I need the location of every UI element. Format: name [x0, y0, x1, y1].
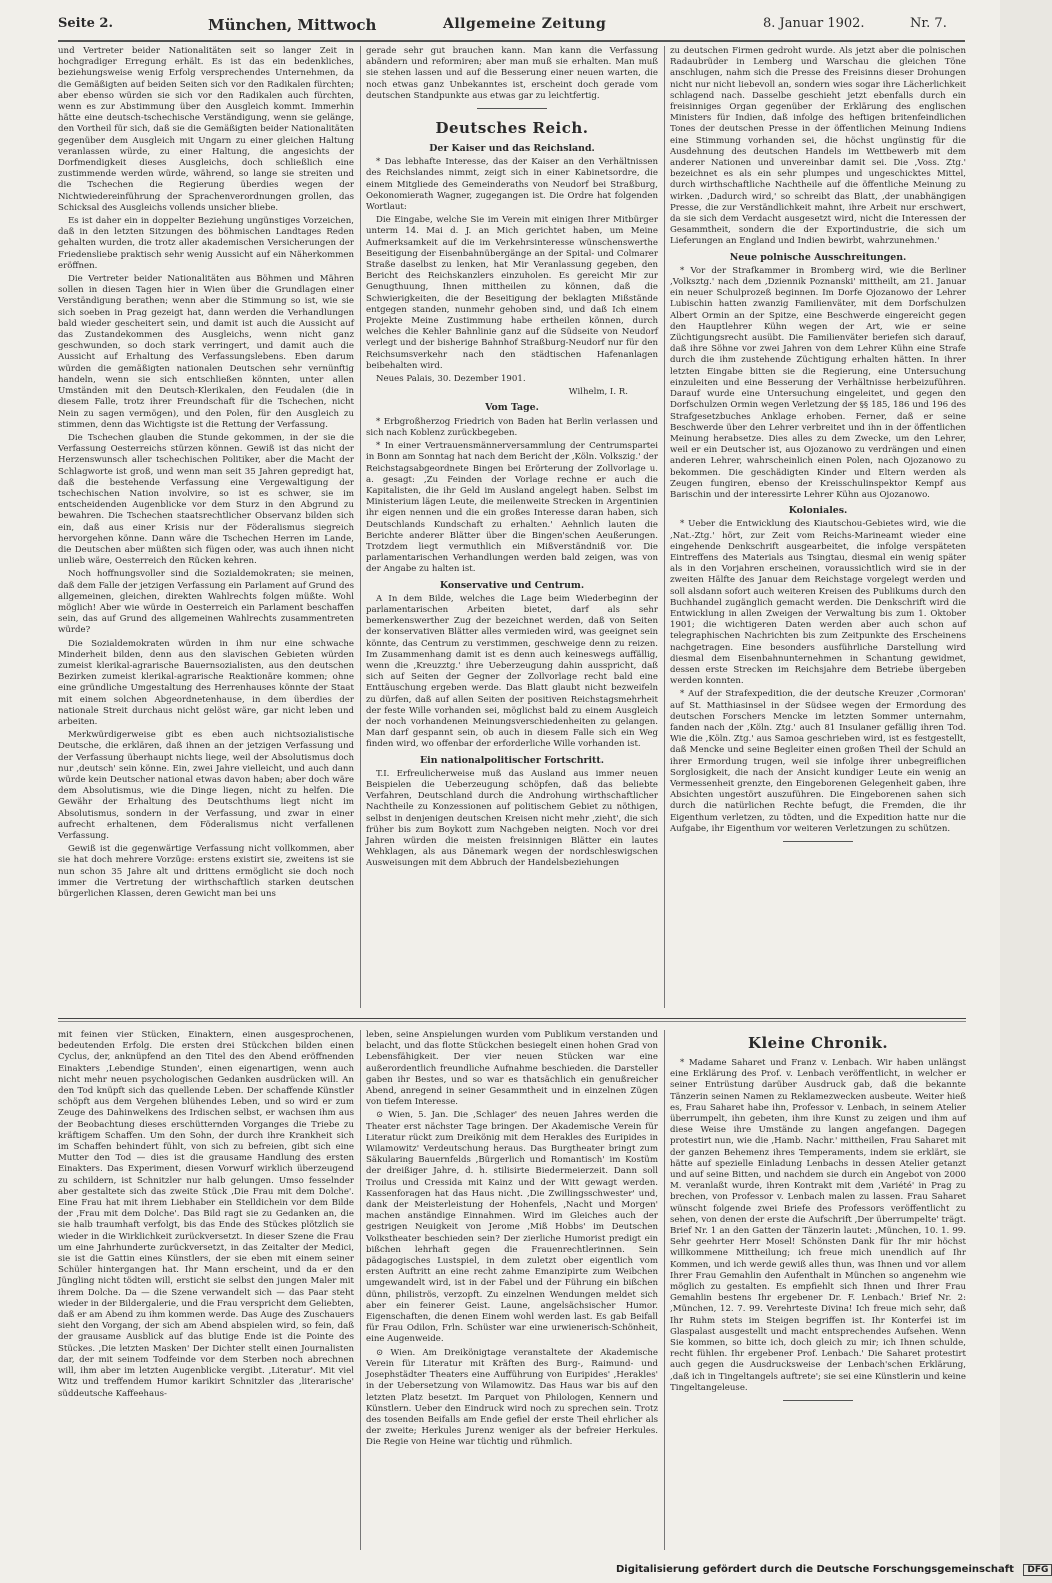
- feuilleton-divider-thin: [58, 1021, 966, 1022]
- paragraph: Noch hoffnungsvoller sind die Sozialdemokraten; sie meinen, daß dem Falle der jetzigen Verfassung ein Parlament auf Grund des allgemeinen, gleichen, direkten Wahlrechts folgen müßte. Wohl möglich! Aber wie würde in Oesterreich ein Parlament beschaffen sein, das auf Grund des allgemeinen Wahlrechts zusammentreten würde?: [58, 569, 354, 636]
- paragraph: * Erbgroßherzog Friedrich von Baden hat Berlin verlassen und sich nach Koblenz zurückbegeben.: [366, 416, 658, 438]
- separator: [477, 108, 547, 109]
- section-title-kleine-chronik: Kleine Chronik.: [747, 1034, 889, 1052]
- article-heading: Neue polnische Ausschreitungen.: [729, 251, 907, 263]
- footer-text: Digitalisierung gefördert durch die Deutsche Forschungsgemeinschaft: [616, 1564, 1014, 1575]
- separator: [783, 841, 853, 842]
- column-divider: [664, 46, 665, 1008]
- paragraph: zu deutschen Firmen gedroht wurde. Als jetzt aber die polnischen Radaubrüder in Lemberg und Warschau die gleichen Töne anschlugen, nahm sich die Presse des Freisinns dieser Drohungen nicht nur nicht liebevoll an, sondern wies sogar ihre Lächerlichkeit schlagend nach. Dasselbe geschieht jetzt ebenfalls durch ein freisinniges Organ gegenüber der Erklärung des englischen Ministers für Indien, daß infolge des heftigen britenfeindlichen Tones der deutschen Presse in der öffentlichen Meinung Indiens eine Stimmung vorhanden sei, die höchst ungünstig für die Ausdehnung des deutschen Handels im Wettbewerb mit dem anderer Nationen und unvereinbar damit sei. Die ,Voss. Ztg.' bezeichnet es als ein sehr plumpes und ungeschicktes Mittel, durch wirthschaftliche Nachtheile auf die öffentliche Meinung zu wirken. ,Dadurch wird,' so schreibt das Blatt, ,der unabhängigen Presse, die zur Verständlichkeit mahnt, ihre Arbeit nur erschwert, da sie sich dem Verdacht ausgesetzt wird, nicht die Interessen der Gesammtheit, sondern die der Exportindustrie, die sich um Lieferungen an England und Indien bewirbt, wahrzunehmen.': [670, 46, 966, 247]
- newspaper-title: Allgemeine Zeitung: [443, 16, 607, 32]
- paragraph: * Ueber die Entwicklung des Kiautschou-Gebietes wird, wie die ,Nat.-Ztg.' hört, zur Zeit vom Reichs-Marineamt wieder eine eingehende Denkschrift ausgearbeitet, die infolge verspäteten Eintreffens des Materials aus Tsingtau, diesmal ein wenig später als in den Vorjahren erscheinen, voraussichtlich wird sie in der zweiten Hälfte des Januar dem Reichstage vorgelegt werden und soll alsdann sofort auch weiteren Kreisen des Publikums durch den Buchhandel zugänglich gemacht werden. Die Denkschrift wird die Entwicklung in allen Zweigen der Verwaltung bis zum 1. Oktober 1901; die wichtigeren Daten werden aber auch schon auf telegraphischen Nachrichten bis zum Zeitpunkte des Erscheinens nachgetragen. Eine besonders ausführliche Darstellung wird diesmal dem Eisenbahnunternehmen in Schantung gewidmet, dessen erste Strecken im Reichsjahre dem Betriebe übergeben werden konnten.: [670, 519, 966, 687]
- page-number: Seite 2.: [58, 16, 113, 31]
- column-1: [58, 46, 354, 1006]
- paragraph: Die Sozialdemokraten würden in ihm nur eine schwache Minderheit bilden, denn aus den slavischen Gebieten würden zumeist klerikal-agrarische Bauernsozialisten, aus den deutschen Bezirken zumeist klerikal-agrarische Reaktionäre kommen; ohne eine gründliche Umgestaltung des Herrenhauses könnte der Staat mit einem solchen Abgeordnetenhause, in dem überdies der nationale Streit durchaus nicht gelöst wäre, gar nicht leben und arbeiten.: [58, 638, 354, 727]
- feuilleton-column-1: [58, 1030, 354, 1550]
- paragraph: ⊙ Wien. Am Dreikönigtage veranstaltete der Akademische Verein für Literatur mit Kräften des Burg-, Raimund- und Josephstädter Theaters eine Aufführung von Euripides' ,Herakles' in der Uebersetzung von Wilamowitz. Das Haus war bis auf den letzten Platz besetzt. Im Parquet von Philologen, Kennern und Künstlern. Ueber den Eindruck wird noch zu sprechen sein. Trotz des tosenden Beifalls am Ende gefiel der erste Theil ehrlicher als der zweite; Herkules Jurenz weniger als der befreier Herkules. Die Regie von Heine war tüchtig und rühmlich.: [366, 1347, 658, 1448]
- paragraph: * Auf der Strafexpedition, die der deutsche Kreuzer ,Cormoran' auf St. Matthiasinsel in der Südsee wegen der Ermordung des deutschen Forschers Mencke im letzten Sommer unternahm, fanden nach der ,Köln. Ztg.' auch 81 Insulaner gefällig ihren Tod. Wie die ,Köln. Ztg.' aus Samoa geschrieben wird, ist es festgestellt, daß Mencke und seine Begleiter einen großen Theil der Schuld an ihrer Ermordung trugen, weil sie infolge ihrer unbegreiflichen Sorglosigkeit, die nach der Ansicht kundiger Leute ein wenig an Vermessenheit grenzte, den Eingeborenen Gelegenheit gaben, ihre Absichten ungestört auszuführen. Die Eingeborenen sahen sich durch die natürlichen Rechte befugt, die Fremden, die ihr Eigenthum verletzen, zu tödten, und die Expedition hatte nur die Aufgabe, ihr Eigenthum vor weiteren Verletzungen zu schützen.: [670, 689, 966, 834]
- paragraph: * Das lebhafte Interesse, das der Kaiser an den Verhältnissen des Reichslandes nimmt, zeigt sich in einer Kabinetsordre, die einem Mitgliede des Gemeinderaths von Neudorf bei Straßburg, Oekonomierath Wagner, zugegangen ist. Die Ordre hat folgenden Wortlaut:: [366, 157, 658, 213]
- paragraph: leben, seine Anspielungen wurden vom Publikum verstanden und belacht, und das flotte Stückchen besiegelt einen hohen Grad von Lebensfähigkeit. Der vier neuen Stücken war eine außerordentlich freundliche Aufnahme beschieden. die Darsteller gaben ihr Bestes, und so war es thatsächlich ein genußreicher Abend, anregend in seiner Gesammtheit und in einzelnen Zügen von tiefem Interesse.: [366, 1030, 658, 1108]
- paragraph: mit feinen vier Stücken, Einaktern, einen ausgesprochenen, bedeutenden Erfolg. Die ersten drei Stückchen bilden einen Cyclus, der, anknüpfend an den Titel des den Abend eröffnenden Einakters ,Lebendige Stunden', einen eigenartigen, wenn auch nicht mehr neuen psychologischen Gedanken ausdrücken will. An den Tod knüpft sich das quellende Leben. Der schaffende Künstler schöpft aus dem Vergehen blühendes Leben, und so wird er zum Zeuge des Dahinwelkens des Irdischen selbst, er wachsen ihm aus der Beobachtung dieses erschütternden Vorganges die Triebe zu kräftigem Schaffen. Um den Sohn, der durch ihre Krankheit sich im Schaffen behindert fühlt, von sich zu befreien, gibt sich eine Mutter den Tod — dies ist die grausame Handlung des ersten Einakters. Das Experiment, diesen Vorwurf wirklich überzeugend zu schildern, ist Schnitzler nur halb gelungen. Umso fesselnder aber gestaltete sich das zweite Stück ,Die Frau mit dem Dolche'. Eine Frau hat mit ihrem Liebhaber ein Stelldichein vor dem Bilde der ,Frau mit dem Dolche'. Das Bild ragt sie zu Gedanken an, die sie halb traumhaft verfolgt, bis das Ende des Stückes plötzlich sie wieder in die Wirklichkeit zurückversetzt. In dieser Szene die Frau um eine Jahrhunderte zurückversetzt, in das Zeitalter der Medici, sie ist die Gattin eines Künstlers, der sie eben mit einem seiner Schüler hintergangen hat. Ihr Mann erscheint, und da er den Jüngling nicht tödten will, ersticht sie selbst den jungen Maler mit ihrem Dolche. Da — die Szene verwandelt sich — das Paar steht wieder in der Bildergalerie, und die Frau verspricht dem Geliebten, daß er am Abend zu ihm kommen werde. Das Auge des Zuschauers sieht den Vorgang, der sich am Abend abspielen wird, so fein, daß der grausame Ausblick auf das blutige Ende ist die Pointe des Stückes. ,Die letzten Masken' Der Dichter stellt einen Journalisten dar, der mit seinem Todfeinde vor dem Sterben noch abrechnen will, ihm aber im letzten Augenblicke vergibt. ,Literatur'. Mit viel Witz und treffendem Humor karikirt Schnitzler das ,literarische' süddeutsche Kaffeehaus-: [58, 1030, 354, 1399]
- paragraph: ⊙ Wien, 5. Jan. Die ,Schlager' des neuen Jahres werden die Theater erst nächster Tage bringen. Der Akademische Verein für Literatur rückt zum Dreikönig mit dem Herakles des Euripides in Wilamowitz' Verdeutschung heraus. Das Burgtheater bringt zum Säkularing Bauernfelds ,Bürgerlich und Romantisch' im Kostüm der dreißiger Jahre, d. h. stilisirte Biedermeierzeit. Dann soll Troilus und Cressida mit Kainz und der Witt gewagt werden. Kassenforagen hat das Haus nicht. ,Die Zwillingsschwester' und, dank der Meisterleistung der Hohenfels, ,Nacht und Morgen' machen anständige Einnahmen. Wird im Gleiches auch der gestrigen Neuigkeit von Jerome ,Miß Hobbs' im Deutschen Volkstheater beschieden sein? Der zierliche Humorist predigt ein bißchen lehrhaft gegen die Frauenrechtlerinnen. Sein pädagogisches Lustspiel, in dem zuletzt ober eigentlich vom ersten Auftritt an eine recht zahme Emanzipirte zum Weibchen umgewandelt wird, ist in der Fabel und der Führung ein bißchen dünn, philiströs, verzopft. Zu einzelnen Wendungen meldet sich aber ein feinerer Geist. Laune, angelsächsischer Humor. Eigenschaften, die denen Einem wohl werden last. Es gab Beifall für Frau Odilon, Frln. Schüster war eine urwienerisch-Schönheit, eine Augenweide.: [366, 1110, 658, 1345]
- article-heading: Der Kaiser und das Reichsland.: [429, 143, 595, 155]
- column-divider: [360, 46, 361, 1008]
- paragraph: Die Eingabe, welche Sie im Verein mit einigen Ihrer Mitbürger unterm 14. Mai d. J. an Mich gerichtet haben, um Meine Aufmerksamkeit auf die im Verkehrsinteresse wünschenswerthe Beseitigung der Eisenbahnübergänge an der Spital- und Colmarer Straße daselbst zu lenken, hat Mir Veranlassung gegeben, den Bericht des Reichskanzlers einzuholen. Es gereicht Mir zur Genugthuung, Ihnen mittheilen zu können, daß die Schwierigkeiten, die der Beseitigung der beklagten Mißstände entgegen standen, nunmehr gehoben sind, und daß Ich einem Projekte Meine Zustimmung habe ertheilen können, durch welches die Kehler Bahnlinie ganz auf die Südseite von Neudorf verlegt und der bisherige Bahnhof Straßburg-Neudorf nur für den Reichsumsverkehr nach den städtischen Hafenanlagen beibehalten wird.: [366, 215, 658, 371]
- paragraph: T.I. Erfreulicherweise muß das Ausland aus immer neuen Beispielen die Ueberzeugung schöpfen, daß das beliebte Verfahren, Deutschland durch die Androhung wirthschaftlicher Nachtheile zu Konzessionen auf politischem Gebiet zu nöthigen, selbst in denjenigen deutschen Kreisen nicht mehr ,zieht', die sich früher bis zum Boykott zum Nachgeben neigten. Noch vor drei Jahren würden die meisten freisinnigen Blätter ein lautes Wehklagen, als aus Dänemark wegen der nordschleswigschen Ausweisungen mit dem Abbruch der Handelsbeziehungen: [366, 768, 658, 869]
- paragraph: Die Vertreter beider Nationalitäten aus Böhmen und Mähren sollen in diesen Tagen hier in Wien über die Grundlagen einer Verständigung berathen; wenn aber die Stimmung so ist, wie sie sich soeben in Prag gezeigt hat, dann werden die Verhandlungen bald wieder gescheitert sein, und damit ist auch die Aussicht auf das Zustandekommen des Ausgleichs, wenn nicht ganz geschwunden, so doch stark verringert, und damit auch die Aussicht auf Erhaltung des Verfassungslebens. Eben darum würden die gemäßigten nationalen Deutschen sehr vernünftig handeln, wenn sie sich entschließen könnten, unter allen Umständen mit den Deutsch-Klerikalen, den Feudalen (die in diesem Falle, trotz ihrer Freundschaft für die Tschechen, nicht Nein zu sagen vermögen), und den Polen, für den Ausgleich zu stimmen, denn das Wichtigste ist die Rettung der Verfassung.: [58, 274, 354, 430]
- paragraph: * Vor der Strafkammer in Bromberg wird, wie die Berliner ,Volksztg.' nach dem ,Dziennik Poznanski' mittheilt, am 21. Januar ein neuer Schulprozeß beginnen. Im Dorfe Ojozanowo der Lehrer Lubischin hatten zwanzig Familienväter, mit dem Dorfschulzen Albert Ormin an der Spitze, eine Beschwerde eingereicht gegen den Hauptlehrer Kühn wegen der Art, wie er seine Züchtigungsrecht ausübt. Die Familienväter beriefen sich darauf, daß ihre Söhne vor zwei Jahren von dem Lehrer Kühn eine Strafe durch die ihm zustehende Züchtigung erhalten hätten. In ihrer letzten Eingabe bitten sie die Regierung, eine Untersuchung einzuleiten und eine Besserung der Verhältnisse herbeizuführen. Darauf wurde eine Untersuchung eingeleitet, und gegen den Dorfschulzen Ormin wegen Verletzung der §§ 185, 186 und 196 des Strafgesetzbuches Anklage erhoben. Ferner, daß er seine Beschwerde über den Lehrer verbreitet und ihn in der öffentlichen Meinung herabsetze. Dies alles zu dem Zwecke, um den Lehrer, weil er ein Deutscher ist, aus Ojozanowo zu verdrängen und einen anderen Lehrer, wahrscheinlich einen Polen, nach Ojozanowo zu bekommen. Die geschädigten Kinder und Eltern werden als Zeugen fungiren, ebenso der Kreisschulinspektor Kempf aus Barischin und der interessirte Lehrer Kühn aus Ojozanowo.: [670, 265, 966, 500]
- column-3: [670, 46, 966, 1006]
- digitization-footer: [616, 1564, 1052, 1576]
- dfg-logo: DFG: [1023, 1564, 1052, 1576]
- column-divider: [664, 1030, 665, 1550]
- issue-date: 8. Januar 1902.: [763, 16, 865, 31]
- paragraph: A In dem Bilde, welches die Lage beim Wiederbeginn der parlamentarischen Arbeiten bietet, darf als sehr bemerkenswerther Zug der bezeichnet werden, daß von Seiten der konservativen Blätter alles vermieden wird, was geeignet sein könnte, das Centrum zu verstimmen, geschweige denn zu reizen. Im Zusammenhang damit ist es denn auch keineswegs auffällig, wenn die ,Kreuzztg.' ihre Ueberzeugung dahin ausspricht, daß sich auf Seiten der Gegner der Zollvorlage recht bald eine Enttäuschung ergeben werde. Das Blatt glaubt nicht bezweifeln zu dürfen, daß auf allen Seiten der positiven Reichstagsmehrheit der feste Wille vorhanden sei, möglichst bald zu einem Ausgleich der noch vorhandenen Meinungsverschiedenheiten zu gelangen. Man darf gespannt sein, ob auch in diesem Falle sich ein Weg finden wird, wo offenbar der erforderliche Wille vorhanden ist.: [366, 593, 658, 750]
- column-2: [366, 46, 658, 1006]
- paragraph: Die Tschechen glauben die Stunde gekommen, in der sie die Verfassung Oesterreichs stürzen können. Gewiß ist das nicht der Herzenswunsch aller tschechischen Politiker, aber die Macht der Schlagworte ist groß, und wenn man seit 35 Jahren gepredigt hat, daß die bestehende Verfassung eine Vergewaltigung der tschechischen Nation involvire, so ist es schwer, sie im entscheidenden Augenblicke vor dem Sturz in den Abgrund zu bewahren. Die Tschechen staatsrechtlicher Observanz bilden sich ein, daß aus einer Krisis nur der Föderalismus siegreich hervorgehen könne. Dann wäre die Tschechen Herren im Lande, die Deutschen aber müßten sich fügen oder, was auch ihnen nicht unlieb wäre, Oesterreich den Rücken kehren.: [58, 432, 354, 567]
- feuilleton-column-2: [366, 1030, 658, 1550]
- article-heading: Ein nationalpolitischer Fortschritt.: [420, 754, 604, 766]
- feuilleton-divider: [58, 1018, 966, 1019]
- article-heading: Konservative und Centrum.: [439, 579, 585, 591]
- column-divider: [360, 1030, 361, 1550]
- paragraph: und Vertreter beider Nationalitäten seit so langer Zeit in hochgradiger Erregung erhält. Es ist das ein bedenkliches, beziehungsweise wenig Erfolg versprechendes Unternehmen, da die Gemäßigten auf beiden Seiten sich vor den Radikalen fürchten; aber ebenso würden sie sich vor den Radikalen auch fürchten, wenn es zur Abstimmung über den Ausgleich kommt. Immerhin hätte eine deutsch-tschechische Verständigung, wenn sie gelänge, den Vortheil für sich, daß sie die Gemäßigten beider Nationalitäten gegenüber dem Ausgleich mit Ungarn zu einer gleichen Haltung veranlassen würde, zu einer Haltung, die angesichts der Dorfmendigkeit dieses Ausgleichs, doch schließlich eine zustimmende werden würde, während, so lange sie streiten und die Tschechen die Regierung überdies wegen der Nichtwiedereinführung der Sprachenverordnungen grollen, das Schicksal des Ausgleichs vollends unsicher bliebe.: [58, 46, 354, 213]
- signature: Wilhelm, I. R.: [568, 387, 628, 398]
- separator: [783, 1400, 853, 1401]
- dateline-city: München, Mittwoch: [208, 16, 377, 34]
- dateline: Neues Palais, 30. Dezember 1901.: [376, 374, 526, 385]
- paragraph: * In einer Vertrauensmännerversammlung der Centrumspartei in Bonn am Sonntag hat nach dem Bericht der ,Köln. Volkszig.' der Reichstagsabgeordnete Bingen bei Erörterung der Zollvorlage u. a. gesagt: ,Zu Feinden der Vorlage rechne er auch die Kapitalisten, die ihr Geld im Ausland angelegt haben. Selbst im Ministerium lägen Leute, die meilenweite Strecken in Argentinien ihr eigen nennen und die ein großes Interesse daran haben, sich Deutschlands Kundschaft zu erhalten.' Aehnlich lauten die Berichte anderer Blätter über die Bingen'schen Aeußerungen. Trotzdem liegt vermuthlich ein Mißverständniß vor. Die parlamentarischen Verhandlungen werden bald zeigen, was von der Angabe zu halten ist.: [366, 441, 658, 575]
- issue-number: Nr. 7.: [910, 16, 947, 31]
- paragraph: Es ist daher ein in doppelter Beziehung ungünstiges Vorzeichen, daß in den letzten Sitzungen des böhmischen Landtages Reden gehalten wurden, die trotz aller akademischen Versicherungen der Friedensliebe praktisch sehr wenig Aussicht auf ein Näherkommen eröffnen.: [58, 216, 354, 271]
- feuilleton-column-3: [670, 1030, 966, 1550]
- article-heading: Vom Tage.: [485, 402, 539, 414]
- section-title-deutsches-reich: Deutsches Reich.: [435, 119, 589, 138]
- paragraph: Gewiß ist die gegenwärtige Verfassung nicht vollkommen, aber sie hat doch mehrere Vorzüge: erstens existirt sie, zweitens ist sie nun schon 35 Jahre alt und drittens ermöglicht sie doch noch immer die Vertretung der wirthschaftlich starken deutschen bürgerlichen Klassen, deren Gewicht man bei uns: [58, 844, 354, 900]
- paragraph: gerade sehr gut brauchen kann. Man kann die Verfassung abändern und reformiren; aber man muß sie erhalten. Man muß sie stehen lassen und auf die Besserung einer neuen warten, die noch etwas ganz Unbekanntes ist, erscheint doch gerade vom deutschen Standpunkte aus etwas gar zu leichtfertig.: [366, 46, 658, 101]
- article-heading: Koloniales.: [788, 505, 848, 517]
- page-header: [58, 10, 965, 42]
- paragraph: Merkwürdigerweise gibt es eben auch nichtsozialistische Deutsche, die erklären, daß ihnen an der jetzigen Verfassung und der Verfassung überhaupt nichts liege, weil der Absolutismus doch nur ,deutsch' sein könne. Ein, zwei Jahre vielleicht, und auch dann würde kein Deutscher national etwas davon haben; aber doch wäre dem Absolutismus, wie die Dinge liegen, nicht zu helfen. Die Gewähr der Erhaltung des Deutschthums liegt nicht im Absolutismus, sondern in der Verfassung, und zwar in einer aufrecht erhaltenen, dem Föderalismus nicht verfallenen Verfassung.: [58, 730, 354, 842]
- paragraph: * Madame Saharet und Franz v. Lenbach. Wir haben unlängst eine Erklärung des Prof. v. Lenbach veröffentlicht, in welcher er seiner Entrüstung darüber Ausdruck gab, daß die bekannte Tänzerin seinen Namen zu Reklamezwecken ausbeute. Weiter hieß es, Frau Saharet habe ihn, Professor v. Lenbach, in seinem Atelier überrumpelt, ihn gebeten, ihm ihre Kunst zu zeigen und ihm auf diese Weise ihre Umstände zu langen angefangen. Dagegen protestirt nun, wie die ,Hamb. Nachr.' mittheilen, Frau Saharet mit der ganzen Behemenz ihres Temperaments, indem sie erklärt, sie hätte auf spezielle Einladung Lenbachs in dessen Atelier getanzt und auf seine Bitten, und nachdem sie durch ein Angebot von 2000 M. veranlaßt wurde, ihren Kontrakt mit dem ,Variété' in Prag zu brechen, von Professor v. Lenbach malen zu lassen. Frau Saharet wünscht folgende zwei Briefe des Professors veröffentlicht zu sehen, von denen der erste die Aufschrift ,Der überrumpelte' trägt. Brief Nr. 1 an den Gatten der Tänzerin lautet: ,München, 10. 1. 99. Sehr geehrter Herr Mosel! Schönsten Dank für Ihr mir höchst willkommene Mittheilung; ich freue mich unendlich auf Ihr Kommen, und ich werde gewiß alles thun, was Ihnen und vor allem Ihrer Frau Gemahlin den Aufenthalt in München so angenehm wie möglich zu gestalten. Es empfiehlt sich Ihnen und Ihrer Frau Gemahlin bestens Ihr ergebener Dr. F. Lenbach.' Brief Nr. 2: ,München, 12. 7. 99. Verehrteste Divina! Ich freue mich sehr, daß Ihr Ruhm stets im Steigen begriffen ist. Ihr Konterfei ist im Glaspalast ausgestellt und macht entsprechendes Aufsehen. Wenn Sie kommen, so bitte ich, doch gleich zu mir; ich Ihnen schulde, recht fühlen. Ihr ergebener Prof. Lenbach.' Die Saharet protestirt auch gegen die Ausdrucksweise der Lenbach'schen Erklärung, ,daß ich in Tingeltangels auftrete'; sie sei eine Künstlerin und keine Tingeltangeleuse.: [670, 1058, 966, 1393]
